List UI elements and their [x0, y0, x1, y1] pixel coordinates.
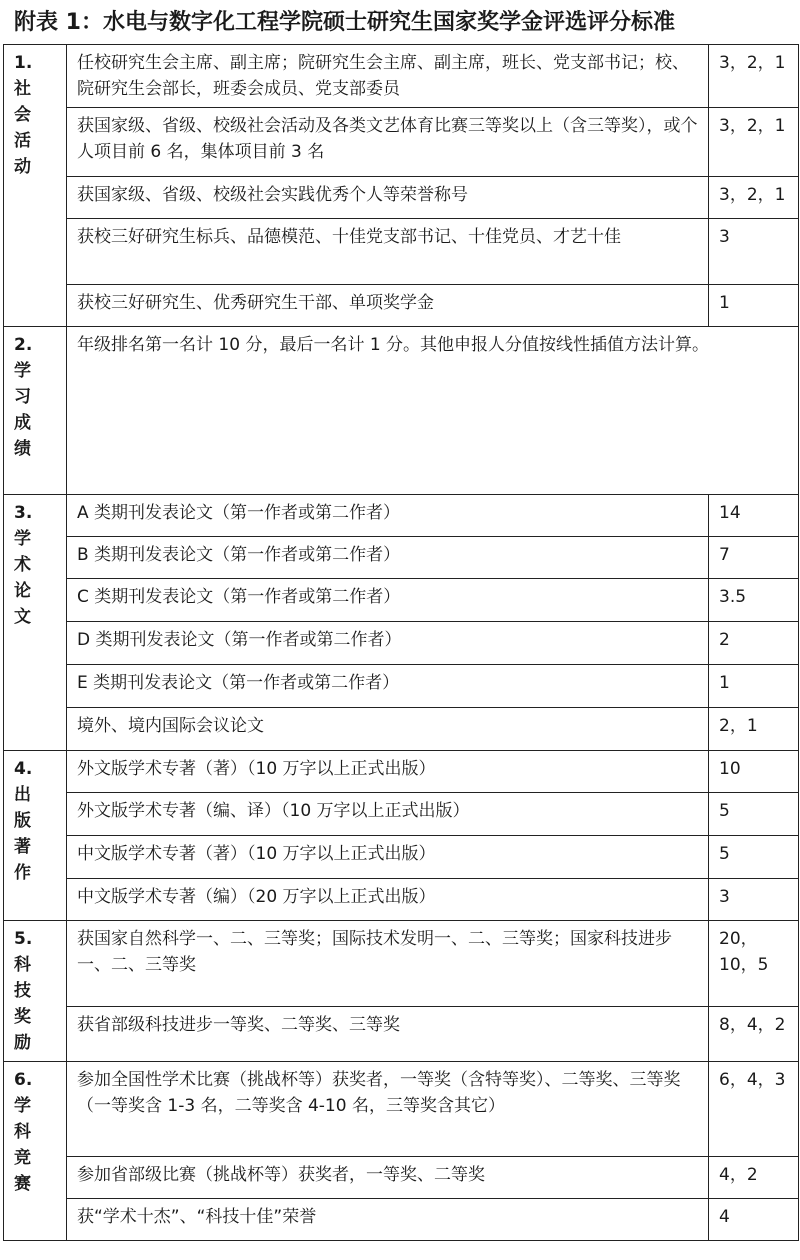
category-label: 5. 科 技 奖 励: [4, 921, 67, 1062]
criterion-cell: 参加全国性学术比赛（挑战杯等）获奖者，一等奖（含特等奖）、二等奖、三等奖（一等奖含 1-3 名，二等奖含 4-10 名，三等奖含其它）: [67, 1062, 709, 1157]
criterion-cell: 获国家自然科学一、二、三等奖；国际技术发明一、二、三等奖；国家科技进步一、二、三等奖: [67, 921, 709, 1007]
table-row: [4, 836, 799, 879]
points-cell: 6，4，3: [709, 1062, 799, 1157]
criterion-cell: 中文版学术专著（著）（10 万字以上正式出版）: [67, 836, 709, 879]
table-row: [4, 108, 799, 177]
category-label: 1. 社 会 活 动: [4, 45, 67, 327]
criterion-cell: 获校三好研究生标兵、品德模范、十佳党支部书记、十佳党员、才艺十佳: [67, 219, 709, 285]
table-row: [4, 622, 799, 665]
criterion-cell: 获国家级、省级、校级社会活动及各类文艺体育比赛三等奖以上（含三等奖），或个人项目前 6 名，集体项目前 3 名: [67, 108, 709, 177]
points-cell: 7: [709, 537, 799, 579]
table-row: [4, 1062, 799, 1157]
criterion-cell: 境外、境内国际会议论文: [67, 708, 709, 751]
points-cell: 8，4，2: [709, 1007, 799, 1062]
points-cell: 5: [709, 793, 799, 836]
table-row: [4, 1199, 799, 1241]
scoring-table: [3, 44, 799, 1241]
category-label: 4. 出 版 著 作: [4, 751, 67, 921]
table-row: [4, 879, 799, 921]
criterion-cell: C 类期刊发表论文（第一作者或第二作者）: [67, 579, 709, 622]
points-cell: 20，10，5: [709, 921, 799, 1007]
criterion-cell: 中文版学术专著（编）（20 万字以上正式出版）: [67, 879, 709, 921]
criterion-cell: 外文版学术专著（编、译）（10 万字以上正式出版）: [67, 793, 709, 836]
criterion-cell: 年级排名第一名计 10 分，最后一名计 1 分。其他申报人分值按线性插值方法计算。: [67, 327, 799, 495]
criterion-cell: 获“学术十杰”、“科技十佳”荣誉: [67, 1199, 709, 1241]
criterion-cell: 获省部级科技进步一等奖、二等奖、三等奖: [67, 1007, 709, 1062]
points-cell: 3，2，1: [709, 108, 799, 177]
criterion-cell: B 类期刊发表论文（第一作者或第二作者）: [67, 537, 709, 579]
table-row: [4, 219, 799, 285]
category-label: 6. 学 科 竞 赛: [4, 1062, 67, 1241]
criterion-cell: D 类期刊发表论文（第一作者或第二作者）: [67, 622, 709, 665]
criterion-cell: A 类期刊发表论文（第一作者或第二作者）: [67, 495, 709, 537]
points-cell: 3: [709, 879, 799, 921]
table-row: [4, 708, 799, 751]
points-cell: 1: [709, 665, 799, 708]
table-row: [4, 793, 799, 836]
points-cell: 2: [709, 622, 799, 665]
table-row: [4, 285, 799, 327]
points-cell: 3，2，1: [709, 45, 799, 108]
table-row: [4, 579, 799, 622]
table-row: [4, 921, 799, 1007]
table-row: [4, 751, 799, 793]
points-cell: 10: [709, 751, 799, 793]
criterion-cell: 获校三好研究生、优秀研究生干部、单项奖学金: [67, 285, 709, 327]
points-cell: 4: [709, 1199, 799, 1241]
table-row: [4, 537, 799, 579]
table-row: [4, 177, 799, 219]
criterion-cell: 获国家级、省级、校级社会实践优秀个人等荣誉称号: [67, 177, 709, 219]
criterion-cell: 任校研究生会主席、副主席；院研究生会主席、副主席，班长、党支部书记；校、院研究生会部长，班委会成员、党支部委员: [67, 45, 709, 108]
category-label: 3. 学 术 论 文: [4, 495, 67, 751]
criterion-cell: 参加省部级比赛（挑战杯等）获奖者，一等奖、二等奖: [67, 1157, 709, 1199]
points-cell: 3.5: [709, 579, 799, 622]
points-cell: 5: [709, 836, 799, 879]
table-row: [4, 1007, 799, 1062]
criterion-cell: E 类期刊发表论文（第一作者或第二作者）: [67, 665, 709, 708]
page-title: 附表 1：水电与数字化工程学院硕士研究生国家奖学金评选评分标准: [14, 10, 675, 35]
points-cell: 1: [709, 285, 799, 327]
table-row: [4, 665, 799, 708]
table-row: [4, 45, 799, 108]
table-row: [4, 1157, 799, 1199]
table-row: [4, 327, 799, 495]
points-cell: 4，2: [709, 1157, 799, 1199]
criterion-cell: 外文版学术专著（著）（10 万字以上正式出版）: [67, 751, 709, 793]
points-cell: 2，1: [709, 708, 799, 751]
table-row: [4, 495, 799, 537]
category-label: 2. 学 习 成 绩: [4, 327, 67, 495]
points-cell: 3，2，1: [709, 177, 799, 219]
points-cell: 14: [709, 495, 799, 537]
points-cell: 3: [709, 219, 799, 285]
